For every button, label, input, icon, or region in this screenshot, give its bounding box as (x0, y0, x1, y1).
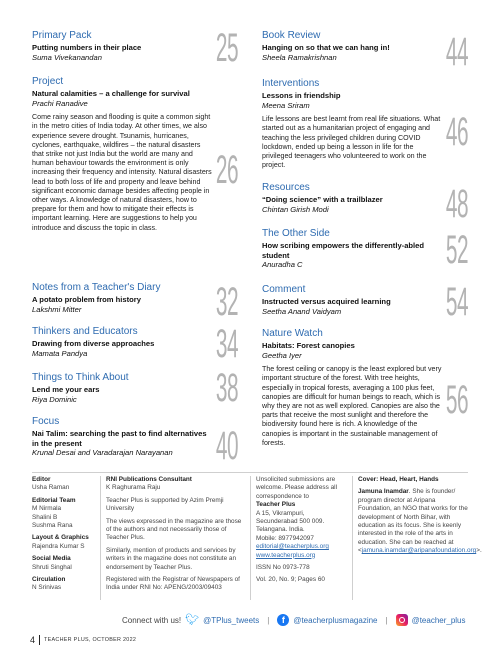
page-number: 25 (215, 26, 238, 70)
masthead-person: Usha Raman (32, 484, 70, 492)
section-name: The Other Side (262, 228, 330, 239)
article-title: Habitats: Forest canopies (262, 341, 355, 350)
artist-email-link[interactable]: jamuna.inamdar@aripanafoundation.org (361, 547, 477, 555)
article-title: A potato problem from history (32, 295, 141, 304)
article-author: Seetha Anand Vaidyam (262, 306, 342, 316)
instagram-icon[interactable] (396, 614, 408, 626)
masthead-person: Shruti Singhal (32, 563, 72, 571)
section-name: Nature Watch (262, 328, 323, 339)
article-title: Drawing from diverse approaches (32, 339, 155, 348)
masthead-role: Circulation (32, 576, 66, 584)
section-name: Comment (262, 284, 306, 295)
masthead-role: Layout & Graphics (32, 534, 89, 542)
twitter-handle[interactable]: @TPlus_tweets (203, 615, 260, 625)
article-title: Lend me your ears (32, 385, 100, 394)
page-number: 32 (215, 280, 238, 324)
address-line: Secunderabad 500 009. (256, 518, 325, 526)
connect-label: Connect with us! (122, 615, 182, 625)
address-line: Telangana. India. (256, 526, 305, 534)
article-summary: Come rainy season and flooding is quite a common sight in the metro cities of India today. At other times, we also experience severe drought. Tsunamis, hurricanes, cyclones, earthquake, wildfires – the natural disasters that strike not just India but the world are many and human behaviour towards the environment is only increasing their frequency and intensity. Natural disasters lead to both loss of life and property and leave behind significant economic damage besides affecting people in other ways. A knowledge of natural disasters, how to prepare for them and how to mitigate their effects is important learning. Here are suggestions to help you introduce and discuss the topic in class. (32, 113, 212, 232)
article-author: Riya Dominic (32, 394, 77, 404)
article-title: Lessons in friendship (262, 91, 341, 100)
address-line: A 15, Vikrampuri, (256, 509, 305, 517)
footer-column-rule (250, 476, 251, 600)
section-name: Project (32, 76, 64, 87)
page-number: 44 (445, 30, 468, 74)
submissions-note: Unsolicited submissions are welcome. Please address all correspondence to (256, 476, 337, 500)
masthead-role: Social Media (32, 555, 71, 563)
masthead-contact (256, 476, 348, 589)
issn-number: ISSN No 0973-778 (256, 564, 310, 572)
masthead-role: Editorial Team (32, 496, 76, 504)
rni-consultant-heading: RNI Publications Consultant (106, 476, 192, 483)
article-title: Putting numbers in their place (32, 43, 142, 52)
masthead-publication-info (106, 476, 246, 597)
instagram-handle[interactable]: @teacher_plus (411, 615, 466, 625)
article-author: Chintan Girish Modi (262, 204, 329, 214)
article-summary: Life lessons are best learnt from real life situations. What started out as a humanitarian project of engaging and teaching the less privileged children during COVID lockdown, ended up being a lesson in life for the privileged teenagers who volunteered to work on the project. (262, 115, 441, 170)
article-author: Geetha Iyer (262, 350, 302, 360)
article-summary: The forest ceiling or canopy is the least explored but very important structure of the forest. With tree heights, especially in tropical forests, averaging a 100 plus feet, canopies are difficult for human beings to reach, which is why they are not as well explored. Canopies are also the parts that receive the most sunlight and therefore the biodiversity found here is rich. A knowledge of the canopies is important in the sustainable management of forests. (262, 365, 442, 447)
masthead-person: Rajendra Kumar S (32, 542, 85, 550)
page-number: 56 (445, 378, 468, 422)
masthead-staff (32, 476, 98, 597)
article-author: Prachi Ranadive (32, 98, 88, 108)
section-name: Thinkers and Educators (32, 326, 138, 337)
page-number: 26 (215, 148, 238, 192)
views-disclaimer: The views expressed in the magazine are those of the authors and not necessarily those of Teacher Plus. (106, 517, 242, 542)
artist-bio-tail: >. (476, 547, 482, 555)
separator: | (385, 615, 388, 625)
footer-divider (32, 472, 468, 473)
article-title: Natural calamities – a challenge for survival (32, 89, 190, 98)
page-number: 34 (215, 322, 238, 366)
website-link[interactable]: www.teacherplus.org (256, 551, 316, 559)
folio-rule (39, 635, 40, 645)
page-number: 52 (445, 228, 468, 272)
masthead-person: N Srinivas (32, 584, 62, 592)
rni-consultant-name: K Raghurama Raju (106, 484, 161, 492)
section-name: Interventions (262, 78, 320, 89)
page-number: 40 (215, 424, 238, 468)
editorial-email-link[interactable]: editorial@teacherplus.org (256, 543, 329, 551)
article-author: Suma Vivekanandan (32, 52, 102, 62)
page-footer (30, 635, 136, 645)
section-name: Resources (262, 182, 310, 193)
magazine-issue: TEACHER PLUS, OCTOBER 2022 (44, 637, 137, 643)
article-title: How scribing empowers the differently-abled student (262, 241, 425, 260)
page-number: 38 (215, 366, 238, 410)
section-name: Notes from a Teacher's Diary (32, 282, 161, 293)
page-number: 46 (445, 110, 468, 154)
masthead-person: Sushma Rana (32, 522, 73, 530)
support-note: Teacher Plus is supported by Azim Premji University (106, 496, 224, 513)
facebook-icon[interactable]: f (277, 614, 289, 626)
page-number: 48 (445, 182, 468, 226)
section-name: Book Review (262, 30, 321, 41)
article-author: Anuradha C (262, 260, 303, 270)
article-title: Nai Talim: searching the past to find alternatives in the present (32, 429, 207, 448)
article-author: Lakshmi Mitter (32, 304, 82, 314)
article-author: Meena Sriram (262, 100, 310, 110)
address-line: Mobile: 8977942097 (256, 534, 314, 542)
article-author: Krunal Desai and Varadarajan Narayanan (32, 448, 173, 458)
masthead-person: M Nirmala (32, 505, 62, 513)
folio-number: 4 (30, 635, 36, 645)
social-links (122, 614, 466, 626)
facebook-handle[interactable]: @teacherplusmagazine (293, 615, 378, 625)
article-title: Instructed versus acquired learning (262, 297, 391, 306)
section-name: Things to Think About (32, 372, 129, 383)
cover-credit (358, 476, 482, 560)
rni-registration: Registered with the Registrar of Newspapers of India under RNI No: APENG/2003/09403 (106, 576, 240, 592)
article-title: “Doing science” with a trailblazer (262, 195, 383, 204)
cover-credit-heading: Cover: Head, Heart, Hands (358, 476, 439, 483)
footer-column-rule (352, 476, 353, 600)
twitter-icon[interactable]: 🐦︎ (185, 614, 200, 626)
artist-name: Jamuna Inamdar (358, 488, 409, 496)
article-author: Mamata Pandya (32, 348, 88, 358)
endorsement-disclaimer: Similarly, mention of products and services by writers in the magazine does not constitute an endorsement by Teacher Plus. (106, 546, 237, 571)
volume-info: Vol. 20, No. 9; Pages 60 (256, 576, 325, 584)
publisher-name: Teacher Plus (256, 501, 296, 509)
article-title: Hanging on so that we can hang in! (262, 43, 390, 52)
footer-column-rule (100, 476, 101, 600)
separator: | (267, 615, 270, 625)
article-author: Sheela Ramakrishnan (262, 52, 337, 62)
masthead-role: Editor (32, 476, 51, 483)
section-name: Primary Pack (32, 30, 92, 41)
page-number: 54 (445, 280, 468, 324)
section-name: Focus (32, 416, 60, 427)
artist-bio: . She is founder/ program director at Aripana Foundation, an NGO that works for the development of North Bihar, with education as its focus. She is keenly interested in the role of the arts in education. She can be reached at < (358, 488, 468, 555)
masthead-person: Shalini B (32, 513, 58, 521)
